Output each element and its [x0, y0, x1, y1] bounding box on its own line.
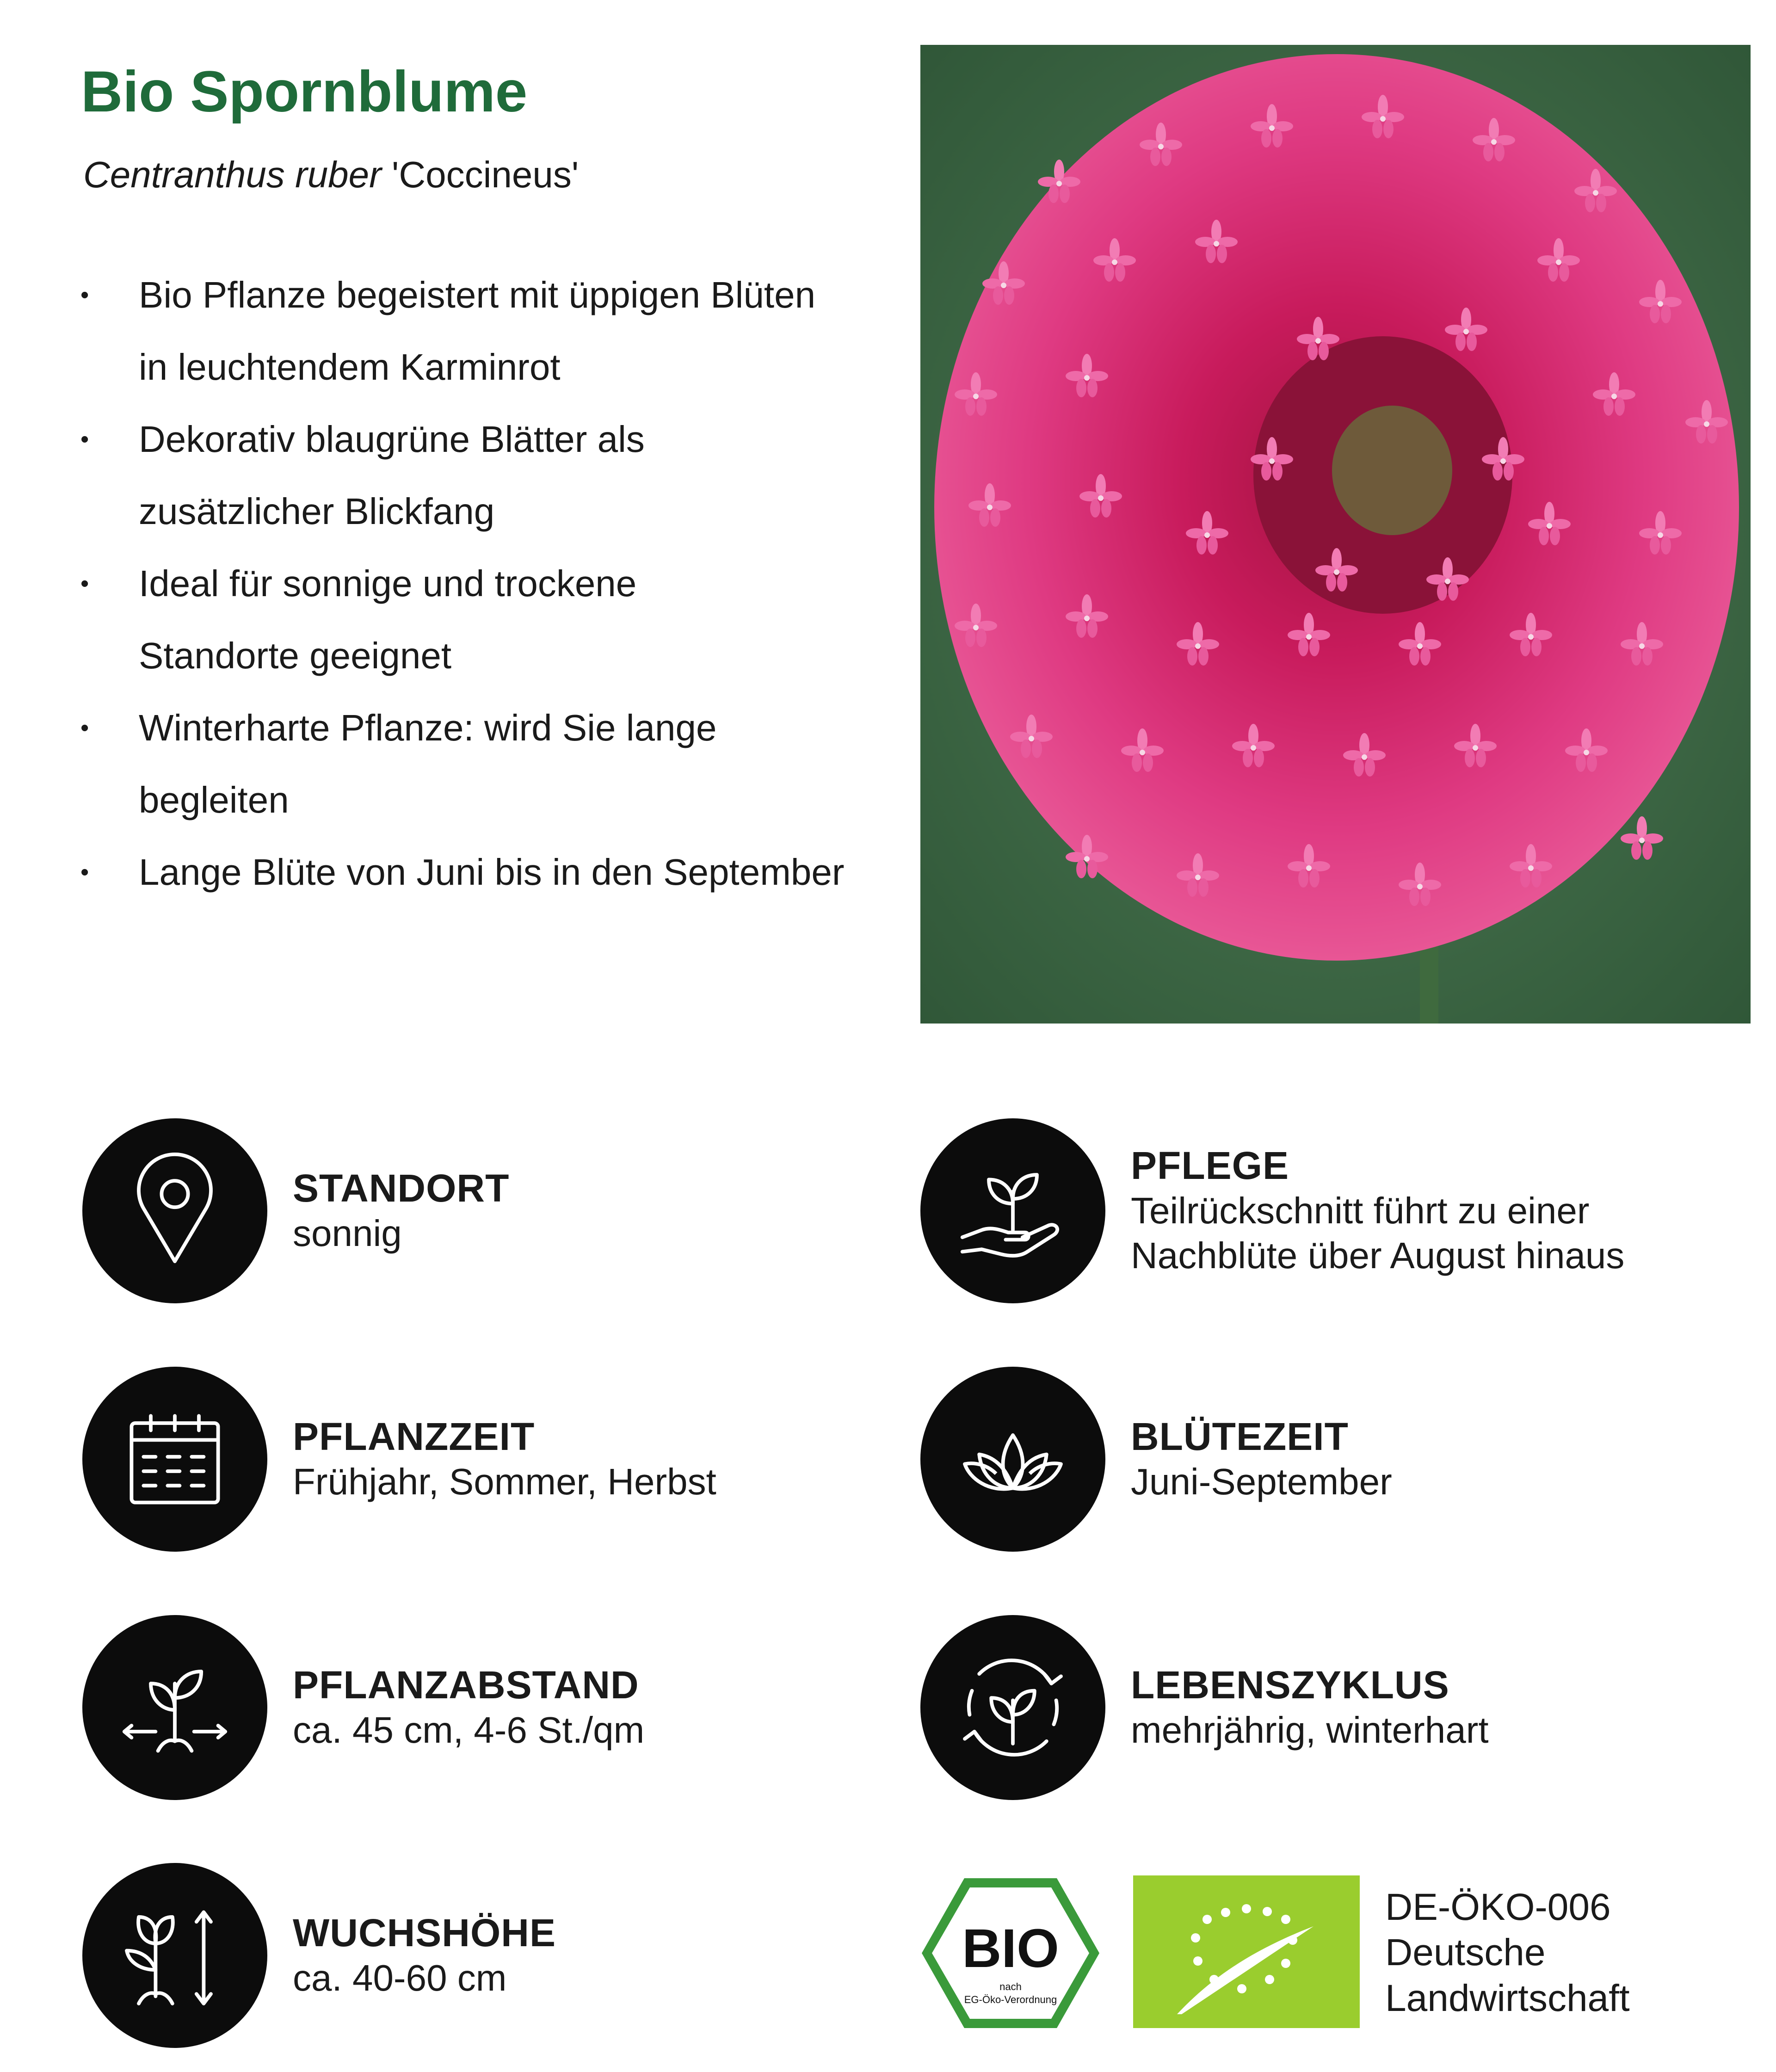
certification-origin: Landwirtschaft [1385, 1977, 1630, 2019]
plant-height-icon [82, 1863, 267, 2048]
feature-bluetezeit [920, 1367, 1707, 1552]
bullet-item: • Bio Pflanze begeistert mit üppigen Blüten [79, 259, 888, 331]
feature-label: PFLEGE [1131, 1144, 1289, 1188]
botanical-name [83, 153, 579, 197]
cultivar-name: 'Coccineus' [392, 154, 579, 195]
feature-label: STANDORT [293, 1166, 510, 1210]
certification-origin: Deutsche [1385, 1931, 1546, 1974]
bullet-continuation: in leuchtendem Karminrot [139, 346, 561, 388]
lotus-flower-icon [920, 1367, 1105, 1552]
feature-pflanzabstand [82, 1615, 869, 1800]
bio-seal-subtext: EG-Öko-Verordnung [964, 1994, 1057, 2005]
feature-value: ca. 40-60 cm [293, 1957, 507, 1998]
feature-standort [82, 1118, 869, 1303]
feature-label: BLÜTEZEIT [1131, 1414, 1349, 1458]
bullet-item: • Lange Blüte von Juni bis in den September [79, 836, 888, 908]
bullet-item: • Dekorativ blaugrüne Blätter als [79, 403, 888, 475]
feature-label: PFLANZABSTAND [293, 1663, 639, 1707]
feature-bullet-list [79, 259, 888, 908]
feature-value-line: Nachblüte über August hinaus [1131, 1235, 1625, 1276]
product-photo [920, 45, 1751, 1024]
plant-spacing-icon [82, 1615, 267, 1800]
latin-name: Centranthus ruber [83, 154, 382, 195]
feature-wuchshoehe [82, 1863, 869, 2048]
calendar-icon [82, 1367, 267, 1552]
feature-lebenszyklus [920, 1615, 1707, 1800]
bio-seal-logo [918, 1875, 1103, 2032]
bio-seal-subtext: nach [999, 1981, 1022, 1992]
certification-info [1385, 1885, 1630, 2021]
feature-pflanzzeit [82, 1367, 869, 1552]
product-title: Bio Spornblume [81, 60, 528, 124]
eu-star-leaf-icon [1133, 1875, 1360, 2028]
feature-value: sonnig [293, 1212, 402, 1254]
feature-value: Frühjahr, Sommer, Herbst [293, 1461, 716, 1502]
feature-value: Juni-September [1131, 1461, 1392, 1502]
bullet-continuation: zusätzlicher Blickfang [139, 491, 495, 532]
feature-label: LEBENSZYKLUS [1131, 1663, 1449, 1707]
feature-label: WUCHSHÖHE [293, 1911, 556, 1955]
feature-value: mehrjährig, winterhart [1131, 1709, 1489, 1751]
plant-cycle-icon [920, 1615, 1105, 1800]
feature-value-line: Teilrückschnitt führt zu einer [1131, 1190, 1590, 1231]
bullet-continuation: begleiten [139, 779, 289, 820]
red-valerian-flower-image [920, 45, 1751, 1024]
bio-seal-text: BIO [962, 1918, 1059, 1979]
seedling-hand-icon [920, 1118, 1105, 1303]
feature-pflege [920, 1118, 1707, 1303]
location-pin-icon [82, 1118, 267, 1303]
feature-label: PFLANZZEIT [293, 1414, 535, 1458]
certification-code: DE-ÖKO-006 [1385, 1886, 1611, 1928]
bullet-item: • Winterharte Pflanze: wird Sie lange [79, 692, 888, 764]
bullet-continuation: Standorte geeignet [139, 635, 452, 676]
feature-value: ca. 45 cm, 4-6 St./qm [293, 1709, 645, 1751]
eu-organic-leaf-logo [1133, 1875, 1360, 2028]
bullet-item: • Ideal für sonnige und trockene [79, 548, 888, 620]
